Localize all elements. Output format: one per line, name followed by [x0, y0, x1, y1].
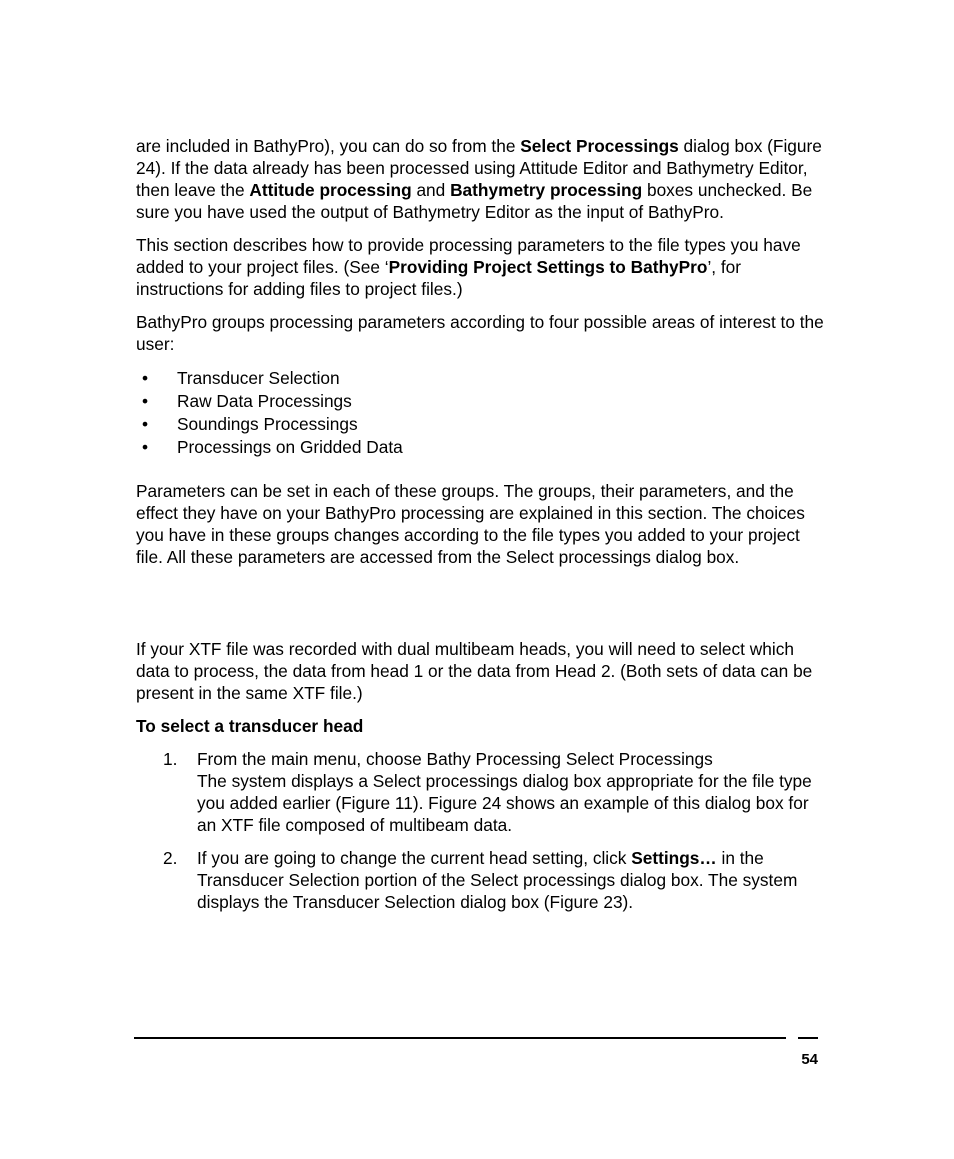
- bullet-icon: •: [142, 391, 149, 411]
- list-item: [136, 413, 826, 436]
- paragraph-groups-intro: BathyPro groups processing parameters according to four possible areas of interest to the user:: [136, 312, 824, 354]
- text: in the Transducer Selection portion of the Select processings dialog box. The system displays the Transducer Selection dialog box (Figure 23).: [197, 848, 798, 912]
- paragraph-select-processings: [136, 135, 826, 223]
- text: dialog box (Figure 24). If the data already has been processed using Attitude Editor and Bathymetry Editor, then leave the: [136, 136, 822, 200]
- step-item: [136, 748, 826, 836]
- bullet-icon: •: [142, 368, 149, 388]
- list-item: [136, 367, 826, 390]
- step-number: 2.: [163, 848, 178, 868]
- text: and: [411, 180, 451, 200]
- list-item: [136, 436, 826, 459]
- bullet-icon: •: [142, 414, 149, 434]
- footer-rule-short: [798, 1037, 818, 1039]
- paragraph-parameters: Parameters can be set in each of these groups. The groups, their parameters, and the effect they have on your BathyPro processing are explained in this section. The choices you have in these groups changes according to the file types you added to your project file. All these parameters are accessed from the Select processings dialog box.: [136, 481, 805, 567]
- step-result: The system displays a Select processings dialog box appropriate for the file type you added earlier (Figure 11). Figure 24 shows an example of this dialog box for an XTF file composed of multibeam data.: [197, 771, 812, 835]
- bullet-icon: •: [142, 437, 149, 457]
- list-item-label: Transducer Selection: [177, 368, 340, 388]
- text: are included in BathyPro), you can do so from the: [136, 136, 521, 156]
- list-item-label: Soundings Processings: [177, 414, 358, 434]
- text: boxes unchecked. Be sure you have used the output of Bathymetry Editor as the input of BathyPro.: [136, 180, 813, 222]
- paragraph-dual-heads: If your XTF file was recorded with dual multibeam heads, you will need to select which data to process, the data from head 1 or the data from Head 2. (Both sets of data can be present in the same XTF file.): [136, 639, 813, 703]
- bold-term-select-processings: Select Processings: [520, 136, 679, 156]
- bold-term-attitude-processing: Attitude processing: [249, 180, 412, 200]
- list-item: [136, 390, 826, 413]
- step-instruction: From the main menu, choose Bathy Processing Select Processings: [197, 749, 713, 769]
- list-item-label: Raw Data Processings: [177, 391, 352, 411]
- bullet-list-groups: [136, 367, 826, 459]
- text: ’, for instructions for adding files to project files.): [136, 257, 742, 299]
- procedure-steps: [136, 748, 826, 913]
- list-item-label: Processings on Gridded Data: [177, 437, 403, 457]
- text: This section describes how to provide processing parameters to the file types you have added to your project files. (See ‘: [136, 235, 801, 277]
- text: If you are going to change the current head setting, click: [197, 848, 632, 868]
- page-content: [136, 135, 826, 913]
- procedure-heading: To select a transducer head: [136, 716, 364, 736]
- paragraph-section-description: [136, 234, 826, 300]
- step-number: 1.: [163, 749, 178, 769]
- step-item: [136, 847, 826, 913]
- bold-term-bathymetry-processing: Bathymetry processing: [450, 180, 643, 200]
- page-number: 54: [801, 1051, 818, 1068]
- footer-rule: [134, 1037, 786, 1039]
- bold-term-settings: Settings…: [631, 848, 717, 868]
- bold-term-providing-project-settings: Providing Project Settings to BathyPro: [388, 257, 708, 277]
